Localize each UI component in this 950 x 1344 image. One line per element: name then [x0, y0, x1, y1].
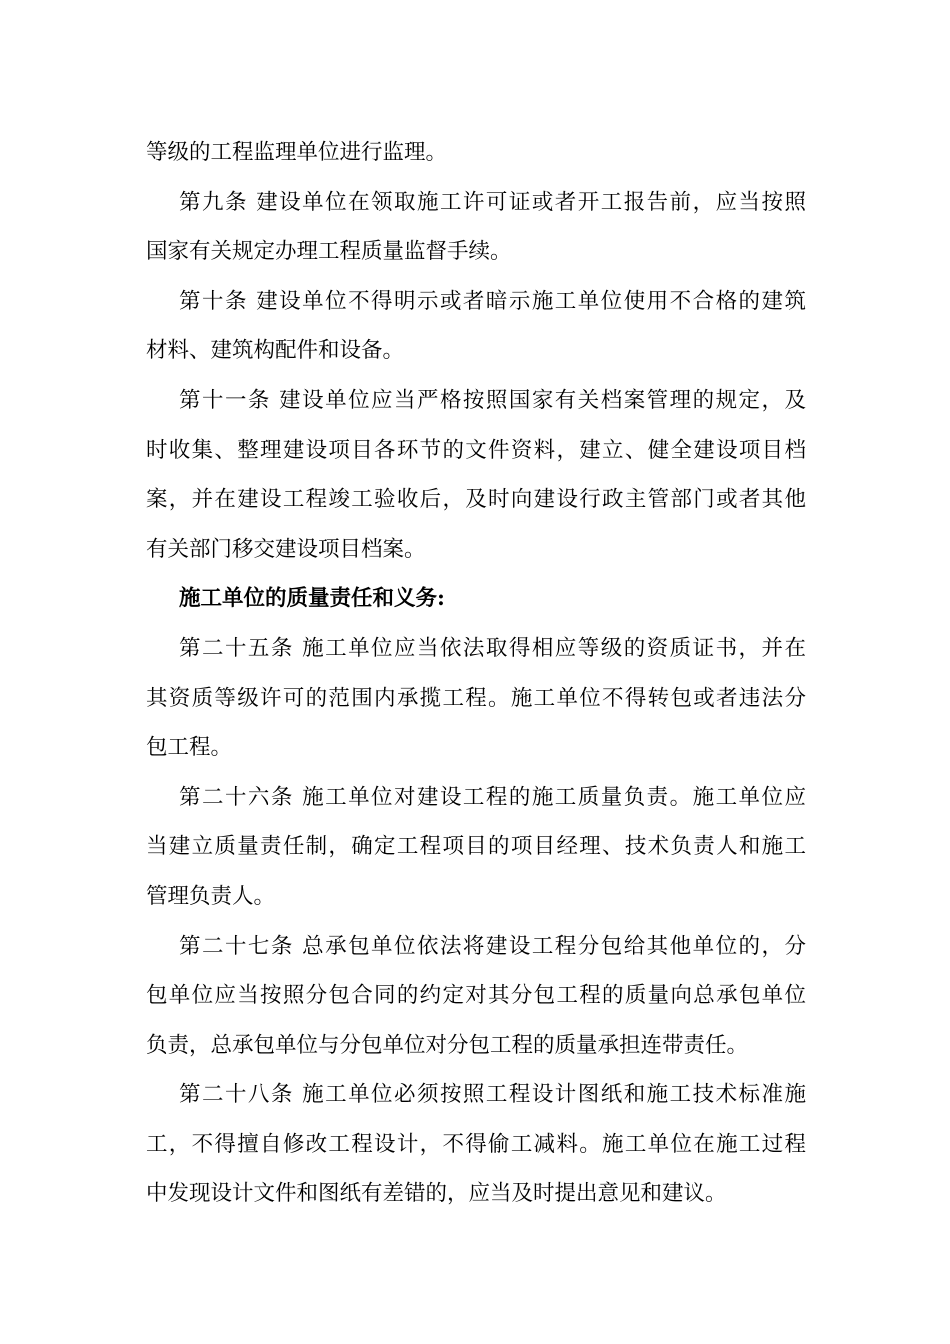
section-heading: 施工单位的质量责任和义务:	[179, 586, 445, 612]
text-line: 包单位应当按照分包合同的约定对其分包工程的质量向总承包单位	[146, 983, 806, 1009]
article-28-line: 第二十八条 施工单位必须按照工程设计图纸和施工技术标准施	[179, 1082, 806, 1108]
article-27-line: 第二十七条 总承包单位依法将建设工程分包给其他单位的，分	[179, 933, 806, 959]
text-line: 时收集、整理建设项目各环节的文件资料，建立、健全建设项目档	[146, 437, 806, 463]
text-line: 当建立质量责任制，确定工程项目的项目经理、技术负责人和施工	[146, 834, 806, 860]
article-26-line: 第二十六条 施工单位对建设工程的施工质量负责。施工单位应	[179, 784, 806, 810]
article-10-line: 第十条 建设单位不得明示或者暗示施工单位使用不合格的建筑	[179, 288, 806, 314]
text-line: 中发现设计文件和图纸有差错的，应当及时提出意见和建议。	[146, 1181, 727, 1207]
article-9-line: 第九条 建设单位在领取施工许可证或者开工报告前，应当按照	[179, 189, 806, 215]
text-line: 等级的工程监理单位进行监理。	[146, 140, 448, 165]
document-body	[146, 128, 806, 1219]
text-line: 包工程。	[146, 735, 233, 761]
text-line: 有关部门移交建设项目档案。	[146, 536, 426, 562]
text-line: 材料、建筑构配件和设备。	[146, 338, 405, 364]
text-line: 其资质等级许可的范围内承揽工程。施工单位不得转包或者违法分	[146, 685, 806, 711]
text-line: 工，不得擅自修改工程设计，不得偷工减料。施工单位在施工过程	[146, 1131, 806, 1157]
text-line: 管理负责人。	[146, 883, 276, 909]
text-line: 负责，总承包单位与分包单位对分包工程的质量承担连带责任。	[146, 1032, 749, 1058]
text-line: 案，并在建设工程竣工验收后，及时向建设行政主管部门或者其他	[146, 487, 806, 513]
text-line: 国家有关规定办理工程质量监督手续。	[146, 239, 512, 265]
article-25-line: 第二十五条 施工单位应当依法取得相应等级的资质证书，并在	[179, 635, 806, 661]
article-11-line: 第十一条 建设单位应当严格按照国家有关档案管理的规定，及	[179, 387, 806, 413]
